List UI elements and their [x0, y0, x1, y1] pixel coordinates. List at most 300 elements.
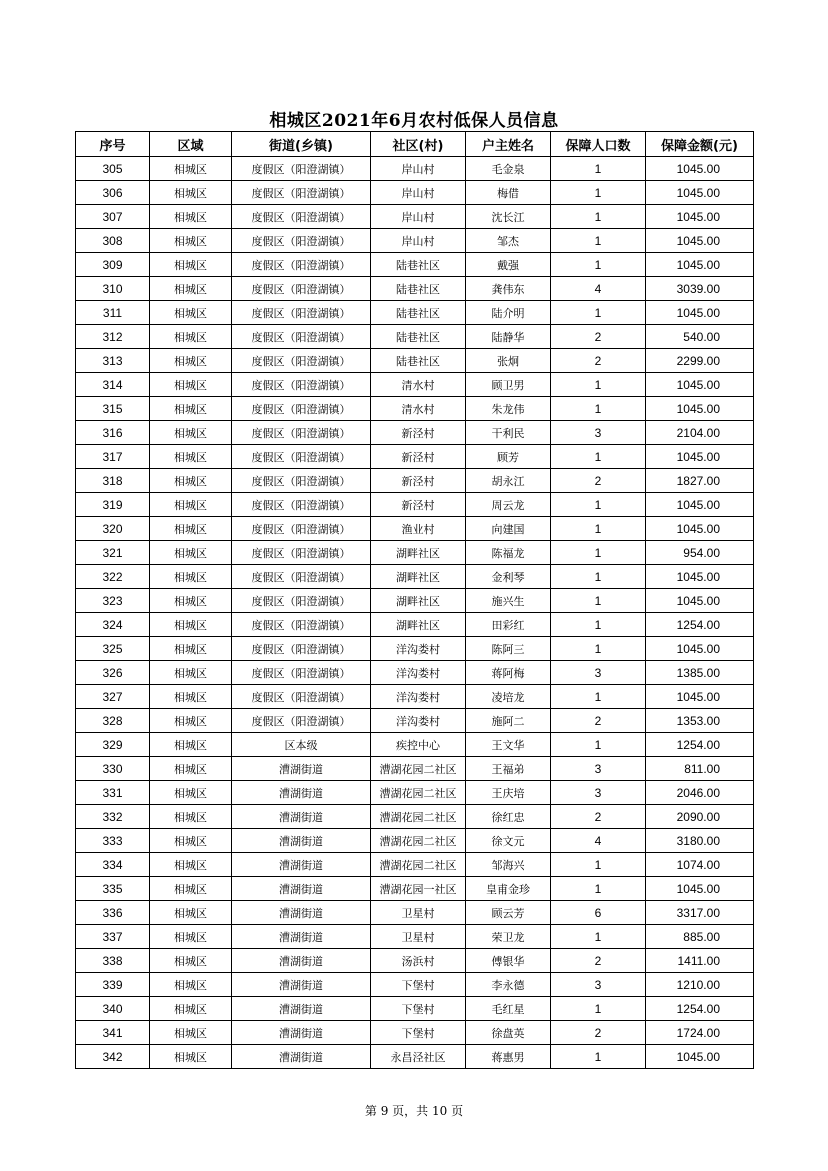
cell-household-head: 陆介明 [466, 301, 551, 325]
cell-amount: 1045.00 [646, 397, 754, 421]
cell-community: 湖畔社区 [371, 541, 466, 565]
cell-street: 度假区（阳澄湖镇） [232, 157, 371, 181]
cell-district: 相城区 [150, 829, 232, 853]
cell-amount: 1254.00 [646, 997, 754, 1021]
cell-district: 相城区 [150, 157, 232, 181]
cell-district: 相城区 [150, 253, 232, 277]
cell-amount: 1045.00 [646, 301, 754, 325]
cell-street: 漕湖街道 [232, 973, 371, 997]
cell-index: 332 [76, 805, 150, 829]
page-title: 相城区2021年6月农村低保人员信息 [269, 111, 559, 131]
cell-index: 328 [76, 709, 150, 733]
cell-index: 315 [76, 397, 150, 421]
cell-people-count: 1 [551, 637, 646, 661]
table-row [76, 949, 754, 973]
cell-amount: 1724.00 [646, 1021, 754, 1045]
cell-street: 度假区（阳澄湖镇） [232, 373, 371, 397]
cell-index: 309 [76, 253, 150, 277]
cell-index: 306 [76, 181, 150, 205]
cell-household-head: 李永德 [466, 973, 551, 997]
cell-household-head: 沈长江 [466, 205, 551, 229]
cell-index: 336 [76, 901, 150, 925]
cell-people-count: 1 [551, 181, 646, 205]
table-row [76, 589, 754, 613]
table-row [76, 181, 754, 205]
cell-amount: 1045.00 [646, 589, 754, 613]
cell-index: 331 [76, 781, 150, 805]
cell-amount: 1045.00 [646, 205, 754, 229]
cell-community: 洋沟娄村 [371, 685, 466, 709]
cell-street: 漕湖街道 [232, 853, 371, 877]
cell-index: 339 [76, 973, 150, 997]
cell-district: 相城区 [150, 301, 232, 325]
cell-index: 335 [76, 877, 150, 901]
cell-people-count: 2 [551, 1021, 646, 1045]
cell-district: 相城区 [150, 997, 232, 1021]
cell-amount: 1045.00 [646, 493, 754, 517]
cell-community: 漕湖花园二社区 [371, 853, 466, 877]
cell-district: 相城区 [150, 1021, 232, 1045]
cell-index: 320 [76, 517, 150, 541]
table-row [76, 277, 754, 301]
cell-household-head: 施兴生 [466, 589, 551, 613]
cell-amount: 1045.00 [646, 637, 754, 661]
cell-street: 漕湖街道 [232, 1045, 371, 1069]
cell-district: 相城区 [150, 805, 232, 829]
cell-household-head: 陆静华 [466, 325, 551, 349]
table-header-row [76, 132, 754, 157]
cell-amount: 954.00 [646, 541, 754, 565]
cell-index: 334 [76, 853, 150, 877]
cell-district: 相城区 [150, 709, 232, 733]
table-row [76, 1021, 754, 1045]
cell-people-count: 1 [551, 157, 646, 181]
cell-street: 度假区（阳澄湖镇） [232, 661, 371, 685]
table-row [76, 301, 754, 325]
cell-district: 相城区 [150, 757, 232, 781]
cell-street: 漕湖街道 [232, 805, 371, 829]
cell-amount: 885.00 [646, 925, 754, 949]
cell-people-count: 2 [551, 469, 646, 493]
cell-district: 相城区 [150, 925, 232, 949]
cell-people-count: 1 [551, 445, 646, 469]
cell-household-head: 陈阿三 [466, 637, 551, 661]
cell-household-head: 顾卫男 [466, 373, 551, 397]
cell-amount: 1045.00 [646, 373, 754, 397]
cell-index: 325 [76, 637, 150, 661]
cell-household-head: 傅银华 [466, 949, 551, 973]
cell-street: 度假区（阳澄湖镇） [232, 613, 371, 637]
cell-street: 度假区（阳澄湖镇） [232, 397, 371, 421]
cell-community: 洋沟娄村 [371, 661, 466, 685]
cell-district: 相城区 [150, 541, 232, 565]
cell-household-head: 顾芳 [466, 445, 551, 469]
cell-community: 洋沟娄村 [371, 709, 466, 733]
cell-street: 漕湖街道 [232, 949, 371, 973]
cell-district: 相城区 [150, 949, 232, 973]
cell-street: 度假区（阳澄湖镇） [232, 325, 371, 349]
cell-community: 洋沟娄村 [371, 637, 466, 661]
cell-amount: 1353.00 [646, 709, 754, 733]
cell-household-head: 徐盘英 [466, 1021, 551, 1045]
cell-people-count: 1 [551, 373, 646, 397]
cell-index: 313 [76, 349, 150, 373]
cell-amount: 1045.00 [646, 157, 754, 181]
cell-amount: 1045.00 [646, 1045, 754, 1069]
cell-index: 338 [76, 949, 150, 973]
cell-index: 307 [76, 205, 150, 229]
relief-recipients-table [75, 131, 754, 1069]
table-row [76, 229, 754, 253]
cell-household-head: 邹海兴 [466, 853, 551, 877]
cell-household-head: 陈福龙 [466, 541, 551, 565]
cell-community: 汤浜村 [371, 949, 466, 973]
cell-index: 340 [76, 997, 150, 1021]
cell-people-count: 1 [551, 301, 646, 325]
cell-district: 相城区 [150, 181, 232, 205]
cell-community: 陆巷社区 [371, 301, 466, 325]
cell-household-head: 金利琴 [466, 565, 551, 589]
cell-community: 渔业村 [371, 517, 466, 541]
table-row [76, 757, 754, 781]
table-row [76, 517, 754, 541]
header-col-index: 序号 [76, 132, 150, 157]
cell-community: 漕湖花园二社区 [371, 805, 466, 829]
header-col-people-count: 保障人口数 [551, 132, 646, 157]
cell-street: 度假区（阳澄湖镇） [232, 709, 371, 733]
table-row [76, 661, 754, 685]
cell-people-count: 1 [551, 1045, 646, 1069]
cell-district: 相城区 [150, 877, 232, 901]
header-col-household-head: 户主姓名 [466, 132, 551, 157]
cell-people-count: 1 [551, 877, 646, 901]
cell-community: 漕湖花园二社区 [371, 757, 466, 781]
cell-household-head: 王庆培 [466, 781, 551, 805]
header-col-district: 区域 [150, 132, 232, 157]
cell-people-count: 6 [551, 901, 646, 925]
table-row [76, 973, 754, 997]
cell-street: 度假区（阳澄湖镇） [232, 517, 371, 541]
cell-people-count: 2 [551, 325, 646, 349]
cell-street: 漕湖街道 [232, 997, 371, 1021]
table-row [76, 685, 754, 709]
cell-district: 相城区 [150, 493, 232, 517]
table-row [76, 829, 754, 853]
cell-street: 漕湖街道 [232, 1021, 371, 1045]
cell-community: 湖畔社区 [371, 565, 466, 589]
table-row [76, 253, 754, 277]
cell-people-count: 1 [551, 493, 646, 517]
cell-amount: 1045.00 [646, 445, 754, 469]
cell-amount: 1827.00 [646, 469, 754, 493]
cell-index: 312 [76, 325, 150, 349]
cell-amount: 1074.00 [646, 853, 754, 877]
cell-index: 342 [76, 1045, 150, 1069]
cell-district: 相城区 [150, 901, 232, 925]
cell-index: 316 [76, 421, 150, 445]
table-row [76, 901, 754, 925]
table-row [76, 853, 754, 877]
cell-community: 下堡村 [371, 973, 466, 997]
cell-household-head: 王福弟 [466, 757, 551, 781]
cell-district: 相城区 [150, 589, 232, 613]
cell-people-count: 3 [551, 661, 646, 685]
cell-index: 330 [76, 757, 150, 781]
cell-street: 度假区（阳澄湖镇） [232, 493, 371, 517]
cell-amount: 3039.00 [646, 277, 754, 301]
cell-amount: 1411.00 [646, 949, 754, 973]
cell-street: 漕湖街道 [232, 877, 371, 901]
cell-district: 相城区 [150, 685, 232, 709]
cell-community: 新泾村 [371, 493, 466, 517]
cell-community: 疾控中心 [371, 733, 466, 757]
table-row [76, 373, 754, 397]
table-row [76, 781, 754, 805]
cell-household-head: 周云龙 [466, 493, 551, 517]
cell-community: 岸山村 [371, 205, 466, 229]
cell-household-head: 荣卫龙 [466, 925, 551, 949]
cell-amount: 1254.00 [646, 733, 754, 757]
cell-household-head: 张炯 [466, 349, 551, 373]
cell-community: 下堡村 [371, 1021, 466, 1045]
table-row [76, 541, 754, 565]
cell-household-head: 蒋惠男 [466, 1045, 551, 1069]
cell-amount: 2046.00 [646, 781, 754, 805]
cell-amount: 1254.00 [646, 613, 754, 637]
cell-index: 341 [76, 1021, 150, 1045]
cell-amount: 811.00 [646, 757, 754, 781]
table-row [76, 445, 754, 469]
cell-community: 陆巷社区 [371, 325, 466, 349]
cell-street: 度假区（阳澄湖镇） [232, 277, 371, 301]
cell-district: 相城区 [150, 277, 232, 301]
cell-district: 相城区 [150, 205, 232, 229]
table-row [76, 877, 754, 901]
cell-community: 岸山村 [371, 181, 466, 205]
cell-index: 318 [76, 469, 150, 493]
cell-community: 新泾村 [371, 421, 466, 445]
cell-people-count: 1 [551, 685, 646, 709]
table-row [76, 157, 754, 181]
cell-people-count: 1 [551, 853, 646, 877]
cell-district: 相城区 [150, 733, 232, 757]
cell-household-head: 胡永江 [466, 469, 551, 493]
cell-people-count: 3 [551, 757, 646, 781]
cell-people-count: 2 [551, 349, 646, 373]
cell-district: 相城区 [150, 973, 232, 997]
cell-amount: 1045.00 [646, 181, 754, 205]
cell-street: 度假区（阳澄湖镇） [232, 253, 371, 277]
cell-index: 317 [76, 445, 150, 469]
cell-community: 清水村 [371, 373, 466, 397]
table-row [76, 1045, 754, 1069]
cell-district: 相城区 [150, 229, 232, 253]
cell-index: 310 [76, 277, 150, 301]
cell-people-count: 3 [551, 421, 646, 445]
cell-district: 相城区 [150, 517, 232, 541]
cell-index: 326 [76, 661, 150, 685]
cell-street: 度假区（阳澄湖镇） [232, 181, 371, 205]
table-row [76, 397, 754, 421]
cell-amount: 1210.00 [646, 973, 754, 997]
cell-index: 305 [76, 157, 150, 181]
cell-street: 度假区（阳澄湖镇） [232, 565, 371, 589]
cell-household-head: 王文华 [466, 733, 551, 757]
table-row [76, 709, 754, 733]
page-footer: 第 9 页，共 10 页 [364, 1104, 464, 1118]
cell-community: 新泾村 [371, 469, 466, 493]
cell-district: 相城区 [150, 661, 232, 685]
cell-people-count: 2 [551, 709, 646, 733]
cell-district: 相城区 [150, 325, 232, 349]
cell-street: 区本级 [232, 733, 371, 757]
cell-index: 322 [76, 565, 150, 589]
cell-district: 相城区 [150, 853, 232, 877]
cell-street: 度假区（阳澄湖镇） [232, 685, 371, 709]
cell-household-head: 梅借 [466, 181, 551, 205]
cell-household-head: 戴强 [466, 253, 551, 277]
cell-district: 相城区 [150, 637, 232, 661]
cell-index: 321 [76, 541, 150, 565]
cell-people-count: 1 [551, 397, 646, 421]
table-row [76, 325, 754, 349]
cell-people-count: 1 [551, 925, 646, 949]
cell-amount: 2299.00 [646, 349, 754, 373]
cell-people-count: 4 [551, 277, 646, 301]
cell-district: 相城区 [150, 445, 232, 469]
table-row [76, 805, 754, 829]
table-row [76, 613, 754, 637]
cell-index: 333 [76, 829, 150, 853]
cell-street: 度假区（阳澄湖镇） [232, 445, 371, 469]
cell-household-head: 朱龙伟 [466, 397, 551, 421]
cell-household-head: 向建国 [466, 517, 551, 541]
cell-district: 相城区 [150, 781, 232, 805]
cell-household-head: 龚伟东 [466, 277, 551, 301]
cell-amount: 2090.00 [646, 805, 754, 829]
cell-people-count: 3 [551, 781, 646, 805]
cell-amount: 540.00 [646, 325, 754, 349]
cell-people-count: 2 [551, 805, 646, 829]
cell-community: 卫星村 [371, 925, 466, 949]
cell-household-head: 施阿二 [466, 709, 551, 733]
cell-community: 卫星村 [371, 901, 466, 925]
cell-street: 度假区（阳澄湖镇） [232, 229, 371, 253]
cell-index: 311 [76, 301, 150, 325]
table-row [76, 565, 754, 589]
table-row [76, 205, 754, 229]
table-row [76, 637, 754, 661]
cell-people-count: 1 [551, 565, 646, 589]
cell-community: 湖畔社区 [371, 589, 466, 613]
cell-index: 323 [76, 589, 150, 613]
cell-street: 度假区（阳澄湖镇） [232, 469, 371, 493]
cell-people-count: 1 [551, 613, 646, 637]
cell-amount: 2104.00 [646, 421, 754, 445]
cell-community: 新泾村 [371, 445, 466, 469]
cell-street: 度假区（阳澄湖镇） [232, 421, 371, 445]
cell-street: 度假区（阳澄湖镇） [232, 205, 371, 229]
cell-community: 岸山村 [371, 229, 466, 253]
cell-amount: 1045.00 [646, 253, 754, 277]
cell-people-count: 4 [551, 829, 646, 853]
cell-community: 漕湖花园二社区 [371, 829, 466, 853]
cell-household-head: 干利民 [466, 421, 551, 445]
cell-district: 相城区 [150, 1045, 232, 1069]
cell-index: 308 [76, 229, 150, 253]
cell-household-head: 毛红星 [466, 997, 551, 1021]
cell-amount: 1045.00 [646, 877, 754, 901]
cell-people-count: 1 [551, 997, 646, 1021]
cell-amount: 3180.00 [646, 829, 754, 853]
cell-amount: 3317.00 [646, 901, 754, 925]
cell-street: 度假区（阳澄湖镇） [232, 301, 371, 325]
header-col-street: 街道(乡镇) [232, 132, 371, 157]
cell-household-head: 毛金泉 [466, 157, 551, 181]
cell-index: 337 [76, 925, 150, 949]
cell-community: 湖畔社区 [371, 613, 466, 637]
cell-people-count: 1 [551, 229, 646, 253]
cell-street: 度假区（阳澄湖镇） [232, 541, 371, 565]
table-row [76, 421, 754, 445]
cell-household-head: 徐文元 [466, 829, 551, 853]
cell-community: 陆巷社区 [371, 277, 466, 301]
cell-district: 相城区 [150, 397, 232, 421]
header-col-amount: 保障金额(元) [646, 132, 754, 157]
cell-community: 永昌泾社区 [371, 1045, 466, 1069]
cell-household-head: 徐红忠 [466, 805, 551, 829]
cell-community: 下堡村 [371, 997, 466, 1021]
cell-district: 相城区 [150, 613, 232, 637]
cell-district: 相城区 [150, 373, 232, 397]
cell-community: 清水村 [371, 397, 466, 421]
cell-amount: 1045.00 [646, 517, 754, 541]
cell-people-count: 1 [551, 517, 646, 541]
cell-people-count: 1 [551, 589, 646, 613]
cell-household-head: 皇甫金珍 [466, 877, 551, 901]
table-row [76, 925, 754, 949]
cell-household-head: 邹杰 [466, 229, 551, 253]
cell-district: 相城区 [150, 421, 232, 445]
cell-district: 相城区 [150, 349, 232, 373]
cell-index: 324 [76, 613, 150, 637]
cell-community: 岸山村 [371, 157, 466, 181]
table-row [76, 349, 754, 373]
cell-index: 319 [76, 493, 150, 517]
cell-people-count: 1 [551, 541, 646, 565]
cell-people-count: 1 [551, 253, 646, 277]
cell-community: 陆巷社区 [371, 253, 466, 277]
table-row [76, 733, 754, 757]
table-row [76, 997, 754, 1021]
cell-amount: 1045.00 [646, 229, 754, 253]
cell-community: 漕湖花园二社区 [371, 781, 466, 805]
cell-index: 329 [76, 733, 150, 757]
cell-amount: 1385.00 [646, 661, 754, 685]
cell-household-head: 凌培龙 [466, 685, 551, 709]
cell-community: 漕湖花园一社区 [371, 877, 466, 901]
cell-district: 相城区 [150, 469, 232, 493]
cell-amount: 1045.00 [646, 685, 754, 709]
cell-street: 度假区（阳澄湖镇） [232, 349, 371, 373]
cell-people-count: 1 [551, 205, 646, 229]
header-col-community: 社区(村) [371, 132, 466, 157]
cell-index: 314 [76, 373, 150, 397]
cell-street: 漕湖街道 [232, 901, 371, 925]
cell-household-head: 田彩红 [466, 613, 551, 637]
cell-street: 度假区（阳澄湖镇） [232, 589, 371, 613]
cell-people-count: 1 [551, 733, 646, 757]
